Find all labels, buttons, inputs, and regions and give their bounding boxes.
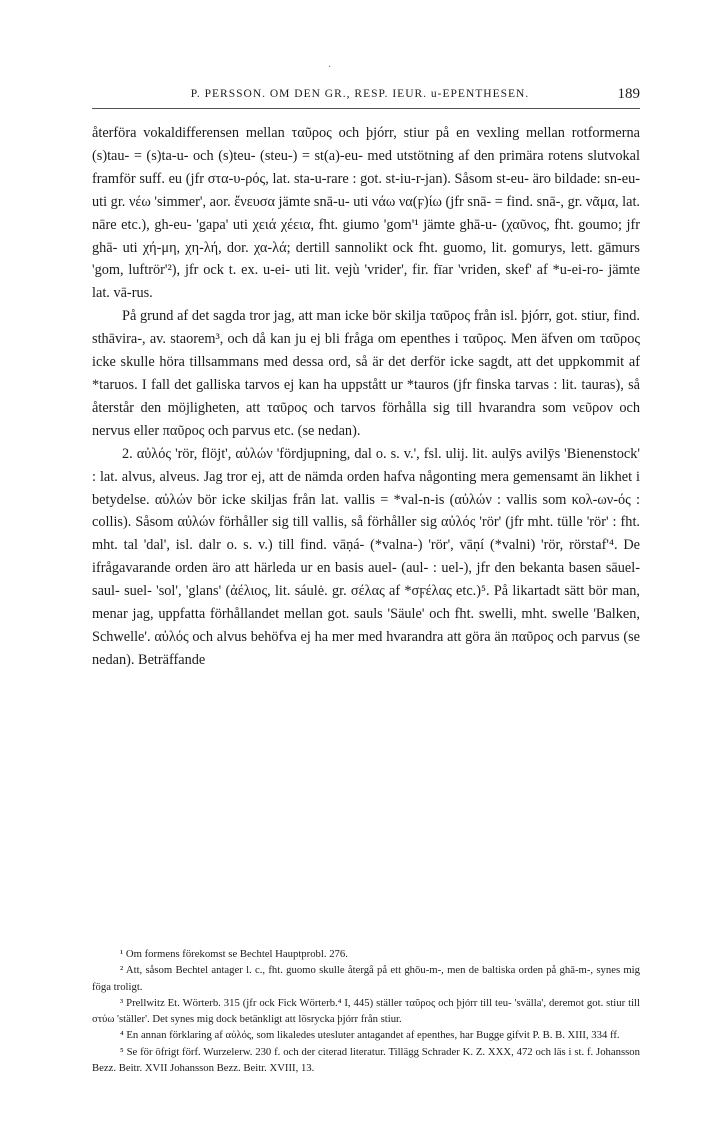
footnote-2: ² Att, såsom Bechtel antager l. c., fht. guomo skulle återgå på ett ghōu-m-, men de baltiska orden på ghā-m-, synes mig föga troligt. bbox=[92, 964, 640, 993]
header-rule bbox=[92, 108, 640, 109]
page-speck: · bbox=[328, 62, 332, 73]
footnote-1: ¹ Om formens förekomst se Bechtel Hauptprobl. 276. bbox=[120, 948, 348, 960]
footnote-4: ⁴ En annan förklaring af αὐλός, som likaledes utesluter antagandet af epenthes, har Bugge gifvit P. B. B. XIII, 334 ff. bbox=[120, 1029, 620, 1042]
footnotes bbox=[92, 946, 640, 1076]
running-header bbox=[92, 86, 640, 106]
page-number: 189 bbox=[617, 86, 640, 102]
paragraph-2: På grund af det sagda tror jag, att man icke bör skilja ταῦρος från isl. þjórr, got. stiur, find. sthāvira-, av. staorem³, och då kan ju ej bli fråga om epenthes i ταῦρος. Men äfven om ταῦρος icke skulle höra tillsammans med dessa ord, så är det derför icke sagdt, att det uppkommit af *taruos. I fall det galliska tarvos ej kan ha uppstått ur *tauros (jfr finska tarvas : lit. tauras), så återstår den möjligheten, att ταῦρος och tarvos förhålla sig till hvarandra som νεῦρον och nervus eller παῦρος och parvus etc. (se nedan). bbox=[92, 308, 640, 439]
paragraph-1: återföra vokaldifferensen mellan ταῦρος och þjórr, stiur på en vexling mellan rotformerna (s)tau- = (s)ta-u- och (s)teu- (steu-) = st(a)-eu- med utstötning af den primära rotens slutvokal framför suff. eu (jfr στα-υ-ρός, lat. sta-u-rare : got. st-iu-r-jan). Såsom st-eu- äro bildade: sn-eu- uti gr. νέω 'simmer', aor. ἔνευσα jämte snā-u- uti νάω να(ϝ)ίω (jfr snā- = find. snā-, gr. νᾶμα, lat. nāre etc.), gh-eu- 'gapa' uti χειά χέεια, fht. giumo 'gom'¹ jämte ghā-u- (χαῦνος, fht. goumo; jfr ghā- uti χή-μη, χη-λή, dor. χα-λά; dertill sannolikt ock fht. guomo, lit. gomurys, lett. gāmurs 'gom, luftrör'²), jfr ock t. ex. u-ei- uti lit. vejù 'vrider', fir. fīar 'vriden, skef' af *u-ei-ro- jämte lat. vā-rus. bbox=[92, 125, 640, 302]
footnote-5: ⁵ Se för öfrigt förf. Wurzelerw. 230 f. och der citerad literatur. Tillägg Schrader K. Z. XXX, 472 och läs i st. f. Johansson Bezz. Beitr. XVII Johansson Bezz. Beitr. XVIII, 13. bbox=[92, 1045, 640, 1075]
footnote-3: ³ Prellwitz Et. Wörterb. 315 (jfr ock Fick Wörterb.⁴ I, 445) ställer ταῦρος och þjórr till teu- 'svälla', deremot got. stiur till στύω 'ställer'. Det synes mig dock betänkligt att lösrycka þjórr från stiur. bbox=[92, 996, 640, 1026]
paragraph-3: 2. αὐλός 'rör, flöjt', αὐλών 'fördjupning, dal o. s. v.', fsl. ulij. lit. aulȳs avilȳs 'Bienenstock' : lat. alvus, alveus. Jag tror ej, att de nämda orden hafva någonting mera gemensamt än likhet i betydelse. αὐλών bör icke skiljas från lat. vallis = *val-n-is (αὐλών : vallis som κολ-ων-ός : collis). Såsom αὐλών förhåller sig till vallis, så förhåller sig αὐλός 'rör' (jfr mht. tülle 'rör' : fht. mht. tal 'dal', isl. dalr o. s. v.) till find. vāṇá- (*valna-) 'rör', vāṇí (*valni) 'rör, rörstaf'⁴. De ifrågavarande orden äro att härleda ur en basis auel- (aul- : uel-), jfr den bekanta basen sāuel- saul- suel- 'sol', 'glans' (ἀέλιος, lit. sáulė. gr. σέλας af *σϝέλας etc.)⁵. På likartadt sätt bör man, menar jag, uppfatta förhållandet mellan got. sauls 'Säule' och fht. swelli, mht. swelle 'Balken, Schwelle'. αὐλός och alvus behöfva ej ha mer med hvarandra att göra än παῦρος och parvus (se nedan). Beträffande bbox=[92, 445, 640, 668]
running-title: P. PERSSON. OM DEN GR., RESP. IEUR. u-EPENTHESEN. bbox=[190, 88, 530, 100]
main-text bbox=[92, 122, 640, 672]
